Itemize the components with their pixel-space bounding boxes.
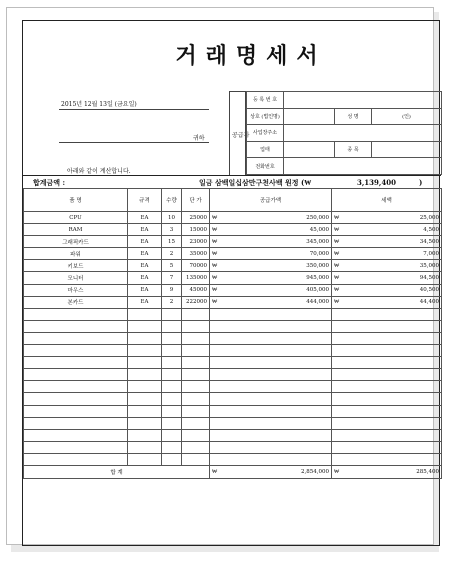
empty-cell <box>128 345 162 357</box>
header-name: 품 명 <box>24 189 128 212</box>
item-amount: 45,000 <box>309 226 329 233</box>
item-name: 파워 <box>24 248 128 260</box>
item-amount-cell <box>210 212 332 224</box>
item-value <box>372 141 442 158</box>
empty-cell <box>182 453 210 465</box>
item-tax-currency: ₩ <box>334 226 340 233</box>
item-amount: 405,000 <box>306 287 329 294</box>
table-row <box>24 260 442 272</box>
empty-cell <box>162 441 182 453</box>
issue-date: 2015년 12월 13일 (금요일) <box>61 101 137 108</box>
item-tax-currency: ₩ <box>334 262 340 269</box>
empty-cell <box>210 357 332 369</box>
empty-cell <box>210 308 332 320</box>
sum-words: 일금 삼백일십삼만구천사백 원정 (₩ <box>199 178 312 187</box>
empty-cell <box>210 345 332 357</box>
empty-cell <box>24 381 128 393</box>
item-price: 222000 <box>182 296 210 308</box>
item-tax: 4,500 <box>423 226 439 233</box>
empty-cell <box>162 405 182 417</box>
item-tax-cell <box>332 248 442 260</box>
empty-row <box>24 357 442 369</box>
empty-cell <box>182 308 210 320</box>
table-row <box>24 212 442 224</box>
empty-row <box>24 332 442 344</box>
item-tax-currency: ₩ <box>334 250 340 257</box>
table-row <box>24 296 442 308</box>
empty-cell <box>128 320 162 332</box>
empty-cell <box>182 429 210 441</box>
empty-cell <box>332 345 442 357</box>
item-tax: 44,400 <box>419 299 439 306</box>
header-price: 단 가 <box>182 189 210 212</box>
item-price: 135000 <box>182 272 210 284</box>
empty-row <box>24 453 442 465</box>
item-price: 70000 <box>182 260 210 272</box>
item-tax-currency: ₩ <box>334 299 340 306</box>
empty-cell <box>128 429 162 441</box>
empty-cell <box>24 417 128 429</box>
table-row <box>24 284 442 296</box>
empty-cell <box>128 381 162 393</box>
empty-cell <box>128 417 162 429</box>
item-qty: 7 <box>162 272 182 284</box>
empty-cell <box>128 405 162 417</box>
empty-row <box>24 417 442 429</box>
table-header-row <box>24 189 442 212</box>
total-label: 합 계 <box>24 465 210 478</box>
sum-label: 합계금액 : <box>33 178 66 187</box>
table-row <box>24 248 442 260</box>
empty-cell <box>332 308 442 320</box>
total-amount: 2,854,000 <box>301 468 329 475</box>
item-amount: 945,000 <box>306 275 329 282</box>
empty-cell <box>332 417 442 429</box>
empty-cell <box>24 405 128 417</box>
company-value <box>284 108 335 125</box>
item-name: 마우스 <box>24 284 128 296</box>
item-amount-currency: ₩ <box>212 214 218 221</box>
item-price: 45000 <box>182 284 210 296</box>
item-amount-currency: ₩ <box>212 226 218 233</box>
item-amount-currency: ₩ <box>212 299 218 306</box>
empty-row <box>24 320 442 332</box>
item-amount-currency: ₩ <box>212 287 218 294</box>
empty-cell <box>332 393 442 405</box>
empty-cell <box>24 393 128 405</box>
header-amount: 공급가액 <box>210 189 332 212</box>
empty-cell <box>332 320 442 332</box>
item-amount: 350,000 <box>306 262 329 269</box>
item-amount-currency: ₩ <box>212 262 218 269</box>
item-spec: EA <box>128 272 162 284</box>
empty-cell <box>182 332 210 344</box>
item-qty: 2 <box>162 248 182 260</box>
item-tax-currency: ₩ <box>334 287 340 294</box>
item-qty: 15 <box>162 236 182 248</box>
item-label: 종 목 <box>335 141 372 158</box>
table-row <box>24 236 442 248</box>
item-spec: EA <box>128 248 162 260</box>
empty-cell <box>162 453 182 465</box>
item-amount: 444,000 <box>306 299 329 306</box>
item-tax-cell <box>332 284 442 296</box>
header-spec: 규격 <box>128 189 162 212</box>
item-spec: EA <box>128 260 162 272</box>
phone-value <box>284 158 442 175</box>
sum-value: 3,139,400 <box>357 178 396 187</box>
empty-row <box>24 345 442 357</box>
name-label: 성 명 <box>335 108 372 125</box>
sum-top-line <box>23 175 441 176</box>
empty-cell <box>332 369 442 381</box>
header-tax: 세액 <box>332 189 442 212</box>
reg-no-value <box>284 92 442 109</box>
empty-cell <box>24 320 128 332</box>
item-qty: 9 <box>162 284 182 296</box>
empty-cell <box>162 332 182 344</box>
empty-row <box>24 381 442 393</box>
item-amount-currency: ₩ <box>212 238 218 245</box>
empty-cell <box>24 429 128 441</box>
item-amount: 70,000 <box>309 250 329 257</box>
empty-cell <box>24 345 128 357</box>
empty-cell <box>182 345 210 357</box>
item-amount-currency: ₩ <box>212 250 218 257</box>
empty-row <box>24 405 442 417</box>
business-value <box>284 141 335 158</box>
empty-cell <box>210 441 332 453</box>
empty-cell <box>210 393 332 405</box>
item-tax: 7,000 <box>423 250 439 257</box>
supplier-top-line <box>229 91 245 92</box>
empty-cell <box>332 441 442 453</box>
empty-cell <box>162 417 182 429</box>
item-tax: 34,500 <box>419 238 439 245</box>
company-label: 상호 (법인명) <box>247 108 284 125</box>
item-tax-currency: ₩ <box>334 238 340 245</box>
empty-cell <box>182 393 210 405</box>
empty-cell <box>162 357 182 369</box>
item-qty: 3 <box>162 224 182 236</box>
empty-cell <box>332 405 442 417</box>
item-price: 25000 <box>182 212 210 224</box>
empty-cell <box>128 441 162 453</box>
empty-cell <box>162 393 182 405</box>
item-price: 35000 <box>182 248 210 260</box>
empty-cell <box>332 381 442 393</box>
item-amount: 250,000 <box>306 214 329 221</box>
sum-close: ) <box>419 178 423 187</box>
empty-cell <box>182 441 210 453</box>
item-qty: 10 <box>162 212 182 224</box>
empty-cell <box>24 369 128 381</box>
invoice-document <box>22 20 440 546</box>
empty-cell <box>24 332 128 344</box>
empty-row <box>24 429 442 441</box>
item-amount: 345,000 <box>306 238 329 245</box>
empty-cell <box>162 381 182 393</box>
item-spec: EA <box>128 284 162 296</box>
table-row <box>24 272 442 284</box>
item-amount-cell <box>210 236 332 248</box>
item-tax: 35,000 <box>419 262 439 269</box>
date-underline <box>59 109 209 110</box>
item-name: 본카드 <box>24 296 128 308</box>
item-tax-cell <box>332 296 442 308</box>
empty-cell <box>210 453 332 465</box>
empty-cell <box>182 320 210 332</box>
document-title: 거래명세서 <box>175 43 327 69</box>
header-qty: 수량 <box>162 189 182 212</box>
items-table <box>23 188 441 479</box>
empty-cell <box>210 405 332 417</box>
item-spec: EA <box>128 236 162 248</box>
empty-cell <box>128 393 162 405</box>
supplier-divider <box>229 91 230 175</box>
seal-mark: (인) <box>372 108 442 125</box>
empty-cell <box>24 357 128 369</box>
item-price: 15000 <box>182 224 210 236</box>
total-amount-currency: ₩ <box>212 468 218 475</box>
empty-cell <box>162 345 182 357</box>
item-spec: EA <box>128 212 162 224</box>
empty-cell <box>128 453 162 465</box>
item-name: RAM <box>24 224 128 236</box>
empty-cell <box>162 320 182 332</box>
item-tax-currency: ₩ <box>334 275 340 282</box>
supplier-info-grid <box>245 91 442 175</box>
item-tax-cell <box>332 260 442 272</box>
item-name: 그래픽카드 <box>24 236 128 248</box>
item-amount-cell <box>210 296 332 308</box>
item-amount-cell <box>210 284 332 296</box>
empty-cell <box>182 381 210 393</box>
empty-cell <box>182 369 210 381</box>
empty-cell <box>128 357 162 369</box>
empty-row <box>24 369 442 381</box>
item-spec: EA <box>128 224 162 236</box>
item-tax-cell <box>332 212 442 224</box>
table-row <box>24 224 442 236</box>
empty-cell <box>332 453 442 465</box>
empty-cell <box>210 429 332 441</box>
recipient-underline <box>59 142 209 143</box>
business-label: 업태 <box>247 141 284 158</box>
empty-cell <box>210 369 332 381</box>
item-name: 키보드 <box>24 260 128 272</box>
empty-cell <box>128 369 162 381</box>
item-amount-currency: ₩ <box>212 275 218 282</box>
address-label: 사업장주소 <box>247 125 284 142</box>
empty-cell <box>182 357 210 369</box>
empty-cell <box>332 332 442 344</box>
empty-cell <box>128 332 162 344</box>
empty-row <box>24 441 442 453</box>
empty-cell <box>24 453 128 465</box>
item-tax: 94,500 <box>419 275 439 282</box>
item-qty: 2 <box>162 296 182 308</box>
empty-cell <box>332 357 442 369</box>
empty-cell <box>182 405 210 417</box>
empty-cell <box>210 417 332 429</box>
total-tax: 285,400 <box>416 468 439 475</box>
reg-no-label: 등 록 번 호 <box>247 92 284 109</box>
empty-cell <box>128 308 162 320</box>
item-amount-cell <box>210 260 332 272</box>
item-tax: 40,500 <box>419 287 439 294</box>
empty-row <box>24 393 442 405</box>
item-tax-currency: ₩ <box>334 214 340 221</box>
calc-note: 아래와 같이 계산합니다. <box>67 168 131 175</box>
item-amount-cell <box>210 248 332 260</box>
item-name: CPU <box>24 212 128 224</box>
item-amount-cell <box>210 224 332 236</box>
empty-cell <box>210 381 332 393</box>
item-amount-cell <box>210 272 332 284</box>
item-price: 23000 <box>182 236 210 248</box>
empty-row <box>24 308 442 320</box>
recipient-suffix: 귀하 <box>193 135 205 142</box>
phone-label: 전화번호 <box>247 158 284 175</box>
empty-cell <box>210 320 332 332</box>
empty-cell <box>24 441 128 453</box>
item-tax: 25,000 <box>419 214 439 221</box>
empty-cell <box>162 429 182 441</box>
empty-cell <box>162 369 182 381</box>
total-tax-currency: ₩ <box>334 468 340 475</box>
empty-cell <box>182 417 210 429</box>
empty-cell <box>24 308 128 320</box>
item-tax-cell <box>332 272 442 284</box>
item-spec: EA <box>128 296 162 308</box>
supplier-label: 공급자 <box>232 132 250 139</box>
address-value <box>284 125 442 142</box>
item-tax-cell <box>332 224 442 236</box>
item-name: 모니터 <box>24 272 128 284</box>
empty-cell <box>210 332 332 344</box>
total-row <box>24 465 442 478</box>
empty-cell <box>332 429 442 441</box>
item-qty: 5 <box>162 260 182 272</box>
item-tax-cell <box>332 236 442 248</box>
empty-cell <box>162 308 182 320</box>
